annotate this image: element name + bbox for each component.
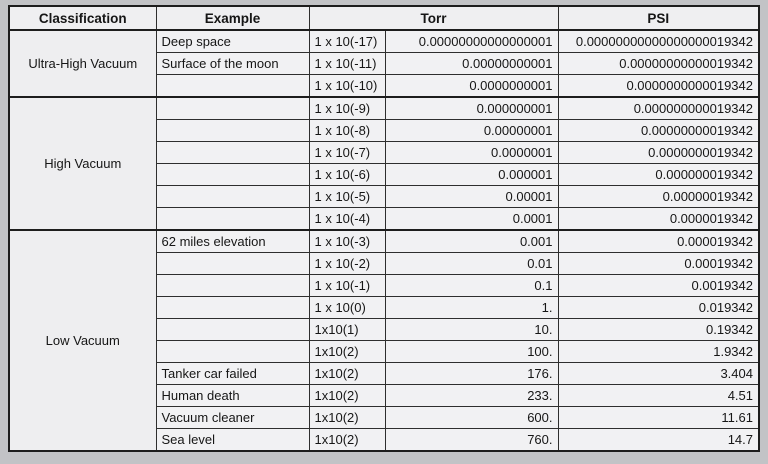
notation-cell: 1 x 10(-2) xyxy=(309,253,385,275)
notation-cell: 1 x 10(-5) xyxy=(309,186,385,208)
header-classification: Classification xyxy=(9,6,156,30)
example-cell: Human death xyxy=(156,385,309,407)
torr-cell: 760. xyxy=(385,429,558,452)
torr-cell: 0.0000000001 xyxy=(385,75,558,98)
example-cell xyxy=(156,275,309,297)
psi-cell: 0.00000019342 xyxy=(558,186,759,208)
torr-cell: 0.1 xyxy=(385,275,558,297)
psi-cell: 0.0000019342 xyxy=(558,208,759,231)
notation-cell: 1 x 10(-8) xyxy=(309,120,385,142)
example-cell xyxy=(156,164,309,186)
psi-cell: 0.0000000000019342 xyxy=(558,75,759,98)
torr-cell: 0.0001 xyxy=(385,208,558,231)
example-cell xyxy=(156,319,309,341)
torr-cell: 0.00000000000000001 xyxy=(385,30,558,53)
torr-cell: 100. xyxy=(385,341,558,363)
example-cell xyxy=(156,341,309,363)
psi-cell: 14.7 xyxy=(558,429,759,452)
psi-cell: 0.00000000000019342 xyxy=(558,53,759,75)
vacuum-pressure-table xyxy=(8,5,760,452)
torr-cell: 233. xyxy=(385,385,558,407)
example-cell: Vacuum cleaner xyxy=(156,407,309,429)
classification-cell: Low Vacuum xyxy=(9,230,156,451)
notation-cell: 1x10(2) xyxy=(309,341,385,363)
example-cell: Sea level xyxy=(156,429,309,452)
example-cell xyxy=(156,142,309,164)
psi-cell: 0.19342 xyxy=(558,319,759,341)
psi-cell: 0.0000000019342 xyxy=(558,142,759,164)
classification-cell: Ultra-High Vacuum xyxy=(9,30,156,97)
psi-cell: 1.9342 xyxy=(558,341,759,363)
torr-cell: 10. xyxy=(385,319,558,341)
torr-cell: 0.00000000001 xyxy=(385,53,558,75)
table-row xyxy=(9,230,759,253)
header-example: Example xyxy=(156,6,309,30)
psi-cell: 0.000019342 xyxy=(558,230,759,253)
example-cell xyxy=(156,97,309,120)
torr-cell: 0.01 xyxy=(385,253,558,275)
notation-cell: 1x10(2) xyxy=(309,385,385,407)
header-row xyxy=(9,6,759,30)
notation-cell: 1 x 10(0) xyxy=(309,297,385,319)
example-cell xyxy=(156,75,309,98)
psi-cell: 0.000000000019342 xyxy=(558,97,759,120)
psi-cell: 3.404 xyxy=(558,363,759,385)
torr-cell: 0.000000001 xyxy=(385,97,558,120)
torr-cell: 0.0000001 xyxy=(385,142,558,164)
torr-cell: 1. xyxy=(385,297,558,319)
psi-cell: 11.61 xyxy=(558,407,759,429)
torr-cell: 0.001 xyxy=(385,230,558,253)
notation-cell: 1x10(2) xyxy=(309,363,385,385)
notation-cell: 1 x 10(-7) xyxy=(309,142,385,164)
example-cell xyxy=(156,297,309,319)
example-cell: 62 miles elevation xyxy=(156,230,309,253)
psi-cell: 0.00000000000000000019342 xyxy=(558,30,759,53)
psi-cell: 0.0019342 xyxy=(558,275,759,297)
notation-cell: 1 x 10(-10) xyxy=(309,75,385,98)
notation-cell: 1 x 10(-9) xyxy=(309,97,385,120)
psi-cell: 0.019342 xyxy=(558,297,759,319)
example-cell xyxy=(156,186,309,208)
torr-cell: 0.000001 xyxy=(385,164,558,186)
notation-cell: 1 x 10(-4) xyxy=(309,208,385,231)
notation-cell: 1 x 10(-17) xyxy=(309,30,385,53)
torr-cell: 0.00001 xyxy=(385,186,558,208)
example-cell: Deep space xyxy=(156,30,309,53)
table-body xyxy=(9,30,759,451)
notation-cell: 1x10(2) xyxy=(309,407,385,429)
torr-cell: 0.00000001 xyxy=(385,120,558,142)
classification-cell: High Vacuum xyxy=(9,97,156,230)
psi-cell: 0.000000019342 xyxy=(558,164,759,186)
torr-cell: 600. xyxy=(385,407,558,429)
notation-cell: 1 x 10(-11) xyxy=(309,53,385,75)
header-torr: Torr xyxy=(309,6,558,30)
example-cell xyxy=(156,208,309,231)
example-cell: Surface of the moon xyxy=(156,53,309,75)
header-psi: PSI xyxy=(558,6,759,30)
psi-cell: 0.00000000019342 xyxy=(558,120,759,142)
notation-cell: 1 x 10(-3) xyxy=(309,230,385,253)
example-cell: Tanker car failed xyxy=(156,363,309,385)
example-cell xyxy=(156,120,309,142)
table-row xyxy=(9,30,759,53)
psi-cell: 4.51 xyxy=(558,385,759,407)
notation-cell: 1x10(2) xyxy=(309,429,385,452)
notation-cell: 1 x 10(-1) xyxy=(309,275,385,297)
psi-cell: 0.00019342 xyxy=(558,253,759,275)
table-row xyxy=(9,97,759,120)
notation-cell: 1x10(1) xyxy=(309,319,385,341)
torr-cell: 176. xyxy=(385,363,558,385)
vacuum-pressure-table-container xyxy=(8,5,760,452)
notation-cell: 1 x 10(-6) xyxy=(309,164,385,186)
example-cell xyxy=(156,253,309,275)
